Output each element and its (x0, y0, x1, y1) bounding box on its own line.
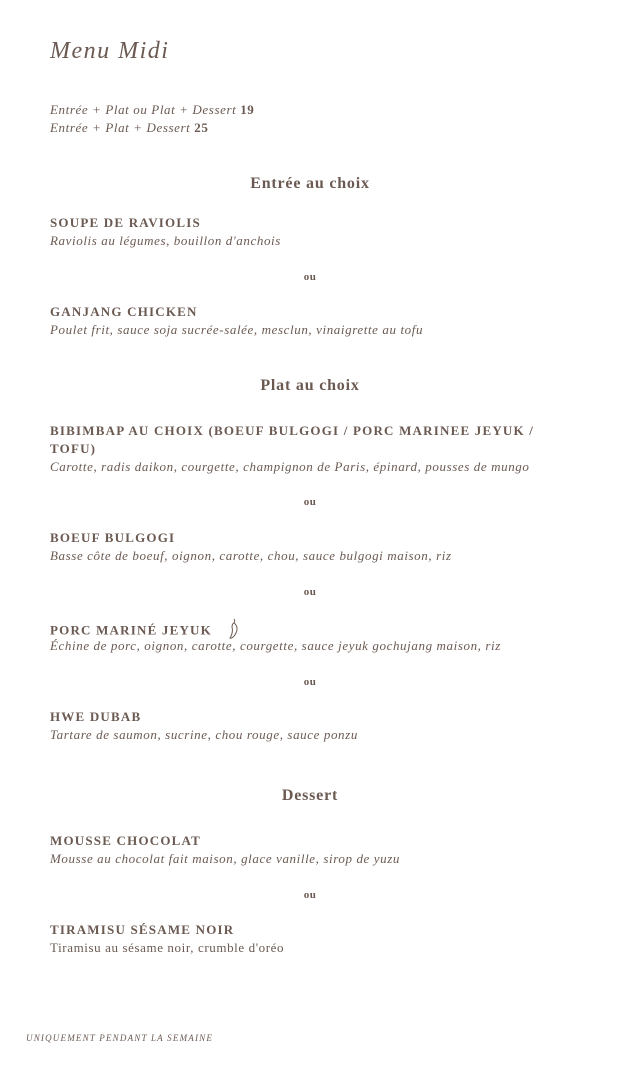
dish-description: Basse côte de boeuf, oignon, carotte, chou, sauce bulgogi maison, riz (50, 548, 452, 563)
dish-description: Tartare de saumon, sucrine, chou rouge, sauce ponzu (50, 727, 358, 742)
formula-price: 19 (240, 102, 255, 117)
footer-note: UNIQUEMENT PENDANT LA SEMAINE (26, 1033, 214, 1043)
dish-name: BOEUF BULGOGI (50, 530, 176, 545)
dish-description: Poulet frit, sauce soja sucrée-salée, mesclun, vinaigrette au tofu (50, 322, 424, 337)
dish-name: SOUPE DE RAVIOLIS (50, 215, 201, 230)
section-title-dessert: Dessert (281, 787, 339, 804)
dish-description: Raviolis au légumes, bouillon d'anchois (50, 233, 281, 248)
formula-line (50, 120, 208, 136)
separator-ou: ou (303, 889, 317, 901)
formula-label: Entrée + Plat ou Plat + Dessert (50, 102, 237, 117)
separator-ou: ou (303, 676, 317, 688)
dish-description: Mousse au chocolat fait maison, glace vanille, sirop de yuzu (50, 851, 400, 866)
page-title: Menu Midi (50, 38, 170, 64)
dish-description: Carotte, radis daikon, courgette, champignon de Paris, épinard, pousses de mungo (50, 459, 530, 474)
separator-ou: ou (303, 271, 317, 283)
dish-description: Tiramisu au sésame noir, crumble d'oréo (50, 940, 285, 955)
separator-ou: ou (303, 496, 317, 508)
formula-price: 25 (194, 120, 209, 135)
dish-name: BIBIMBAP AU CHOIX (BOEUF BULGOGI / PORC MARINEE JEYUK / TOFU) (50, 423, 535, 456)
dish-description: Échine de porc, oignon, carotte, courgette, sauce jeyuk gochujang maison, riz (50, 638, 501, 653)
dish-name: TIRAMISU SÉSAME NOIR (50, 922, 235, 937)
dish-name: HWE DUBAB (50, 709, 142, 724)
dish-name: MOUSSE CHOCOLAT (50, 833, 202, 848)
formula-line (50, 102, 254, 118)
dish-name: GANJANG CHICKEN (50, 304, 198, 319)
section-title-entree: Entrée au choix (250, 175, 370, 192)
formula-label: Entrée + Plat + Dessert (50, 120, 191, 135)
separator-ou: ou (303, 586, 317, 598)
section-title-plat: Plat au choix (260, 377, 360, 394)
dish-name: PORC MARINÉ JEYUK (50, 622, 212, 638)
